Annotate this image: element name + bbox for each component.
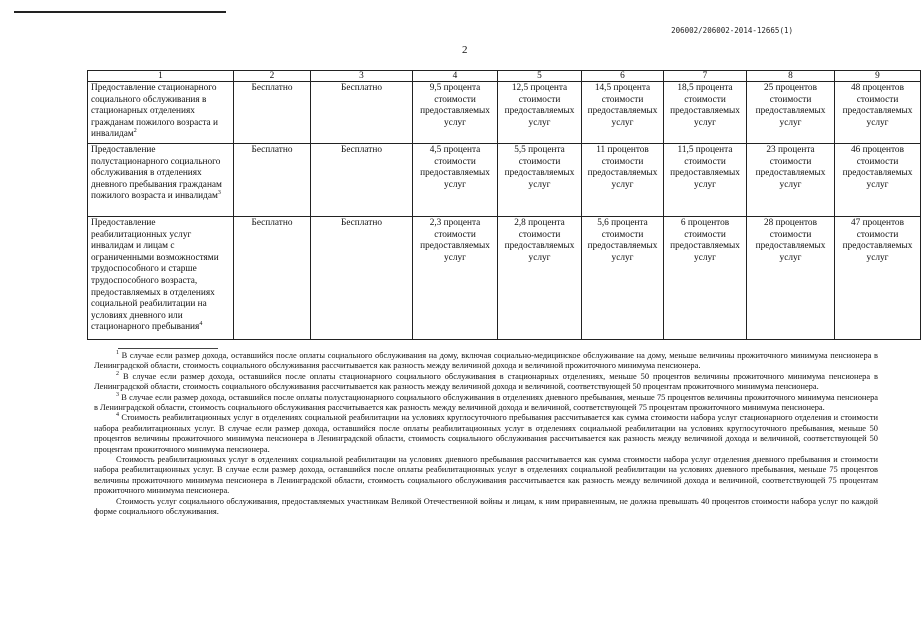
- service-name: Предоставление реабилитационных услуг инвалидам и лицам с ограниченными возможностями трудоспособного и старше трудоспособного возраста, предоставляемых в отделениях социальной реабилитации на условиях дневного или стационарного пребывания: [91, 218, 219, 333]
- footnote-ref: 2: [133, 128, 137, 135]
- table-cell: 11,5 процента стоимости предоставляемых услуг: [664, 144, 747, 217]
- table-cell: 9,5 процента стоимости предоставляемых услуг: [413, 82, 498, 144]
- footnote-mark: 1: [116, 350, 119, 357]
- table-cell: Бесплатно: [234, 144, 311, 217]
- footnote-text: В случае если размер дохода, оставшийся после оплаты социального обслуживания на дому, включая социально-медицинское обслуживание на дому, меньше величины прожиточного минимума пенсионера в Ленинградской области, стоимость социального обслуживания рассчитывается как разность между величиной дохода и величиной прожиточного минимума пенсионера.: [94, 351, 878, 371]
- table-row: [88, 144, 921, 217]
- footnote: [94, 497, 878, 518]
- footnote: [94, 413, 878, 455]
- top-rule: [14, 11, 226, 13]
- table-cell: Бесплатно: [234, 217, 311, 340]
- footnote-ref: 4: [199, 321, 203, 328]
- table-cell: 23 процента стоимости предоставляемых услуг: [747, 144, 835, 217]
- column-header: 5: [498, 71, 582, 82]
- table-row: [88, 217, 921, 340]
- table-cell: 12,5 процента стоимости предоставляемых услуг: [498, 82, 582, 144]
- footnote-mark: 2: [116, 371, 119, 378]
- column-header: 7: [664, 71, 747, 82]
- table-cell: 6 процентов стоимости предоставляемых услуг: [664, 217, 747, 340]
- column-header: 6: [582, 71, 664, 82]
- footnote-rule: [118, 348, 218, 349]
- table-row: [88, 82, 921, 144]
- footnote-mark: 3: [116, 391, 119, 398]
- tariff-table: [87, 70, 921, 340]
- table-cell: Бесплатно: [311, 217, 413, 340]
- table-cell: 2,8 процента стоимости предоставляемых услуг: [498, 217, 582, 340]
- column-header: 1: [88, 71, 234, 82]
- footnote: [94, 455, 878, 497]
- service-name-cell: [88, 217, 234, 340]
- column-header: 9: [835, 71, 921, 82]
- footnote-text: Стоимость реабилитационных услуг в отделениях социальной реабилитации на условиях дневного пребывания рассчитывается как сумма стоимости набора услуг отделения дневного пребывания и стоимости набора реабилитационных услуг. В случае если размер дохода, оставшийся после оплаты реабилитационных услуг в отделениях социальной реабилитации на условиях дневного пребывания, меньше 75 процентов величины прожиточного минимума пенсионера в Ленинградской области, стоимость социального обслуживания рассчитывается как разность между величиной дохода и величиной, соответствующей 75 процентам прожиточного минимума пенсионера.: [94, 455, 878, 496]
- footnote: [94, 393, 878, 414]
- column-header: 4: [413, 71, 498, 82]
- table-cell: 47 процентов стоимости предоставляемых услуг: [835, 217, 921, 340]
- table-cell: 25 процентов стоимости предоставляемых услуг: [747, 82, 835, 144]
- table-cell: Бесплатно: [311, 144, 413, 217]
- table-cell: 5,6 процента стоимости предоставляемых услуг: [582, 217, 664, 340]
- table-cell: 28 процентов стоимости предоставляемых услуг: [747, 217, 835, 340]
- table-cell: Бесплатно: [234, 82, 311, 144]
- table-cell: Бесплатно: [311, 82, 413, 144]
- document-id: 206002/206002-2014-12665(1): [671, 26, 793, 35]
- table-header-row: [88, 71, 921, 82]
- footnote-text: В случае если размер дохода, оставшийся после оплаты стационарного социального обслуживания в стационарных отделениях, меньше 50 процентов величины прожиточного минимума пенсионера в Ленинградской области, стоимость социального обслуживания рассчитывается как разность между величиной дохода и величиной, соответствующей 50 процентам прожиточного минимума пенсионера.: [94, 371, 878, 392]
- table-cell: 2,3 процента стоимости предоставляемых услуг: [413, 217, 498, 340]
- footnote-ref: 3: [217, 190, 221, 197]
- service-name: Предоставление полустационарного социального обслуживания в отделениях дневного пребывания гражданам пожилого возраста и инвалидам: [91, 145, 222, 202]
- footnote: [94, 372, 878, 393]
- table-cell: 18,5 процента стоимости предоставляемых услуг: [664, 82, 747, 144]
- table-cell: 48 процентов стоимости предоставляемых услуг: [835, 82, 921, 144]
- table-cell: 14,5 процента стоимости предоставляемых услуг: [582, 82, 664, 144]
- table-cell: 11 процентов стоимости предоставляемых услуг: [582, 144, 664, 217]
- table-cell: 46 процентов стоимости предоставляемых услуг: [835, 144, 921, 217]
- table-cell: 4,5 процента стоимости предоставляемых услуг: [413, 144, 498, 217]
- table-cell: 5,5 процента стоимости предоставляемых услуг: [498, 144, 582, 217]
- footnote-mark: 4: [116, 412, 119, 419]
- column-header: 8: [747, 71, 835, 82]
- footnote-text: Стоимость реабилитационных услуг в отделениях социальной реабилитации на условиях круглосуточного пребывания рассчитывается как сумма стоимости набора услуг стационарного отделения и стоимости набора реабилитационных услуг. В случае если размер дохода, оставшийся после оплаты реабилитационных услуг в отделениях социальной реабилитации на условиях круглосуточного пребывания, меньше 50 процентов величины прожиточного минимума пенсионера в Ленинградской области, стоимость социального обслуживания рассчитывается как разность между величиной дохода и величиной, соответствующей 50 процентам прожиточного минимума пенсионера.: [94, 413, 878, 454]
- footnote-text: Стоимость услуг социального обслуживания, предоставляемых участникам Великой Отечественной войны и лицам, к ним приравненным, не должна превышать 40 процентов стоимости набора услуг по каждой форме социального обслуживания.: [94, 496, 878, 517]
- column-header: 2: [234, 71, 311, 82]
- service-name-cell: [88, 144, 234, 217]
- footnote: [94, 351, 878, 372]
- column-header: 3: [311, 71, 413, 82]
- page-number: 2: [462, 44, 468, 56]
- footnote-text: В случае если размер дохода, оставшийся после оплаты полустационарного социального обслуживания в отделениях дневного пребывания, меньше 75 процентов величины прожиточного минимума пенсионера в Ленинградской области, стоимость социального обслуживания рассчитывается как разность между величиной дохода и величиной, соответствующей 75 процентам прожиточного минимума пенсионера.: [94, 392, 879, 413]
- service-name: Предоставление стационарного социального обслуживания в стационарных отделениях гражданам пожилого возраста и инвалидам: [91, 83, 218, 140]
- footnotes: [94, 351, 878, 518]
- service-name-cell: [88, 82, 234, 144]
